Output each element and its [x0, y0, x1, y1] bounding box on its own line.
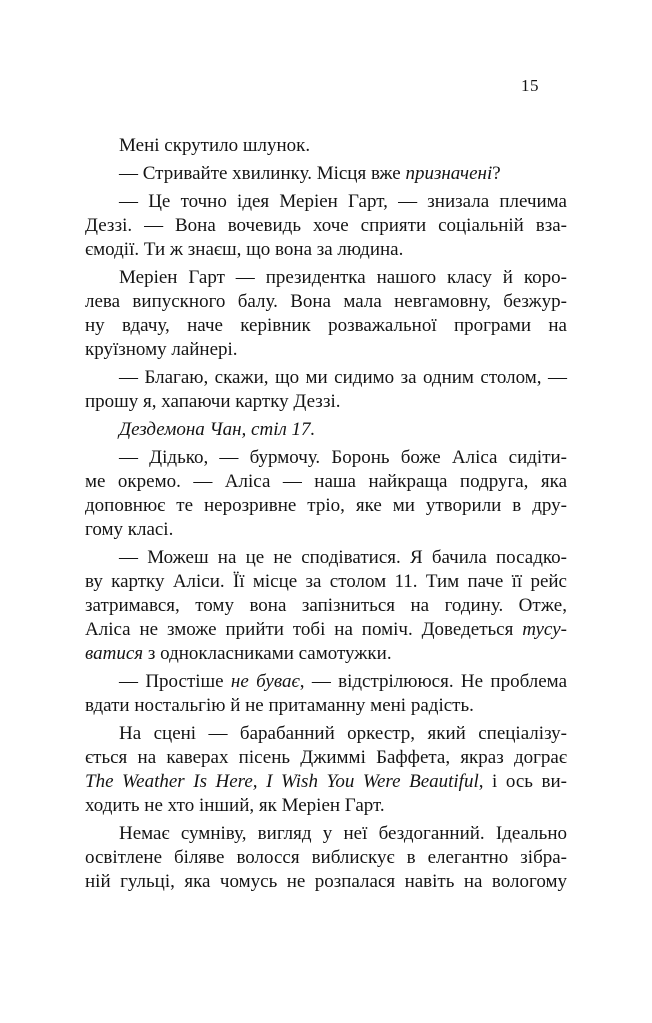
text-line	[85, 870, 567, 894]
text-line	[85, 746, 567, 770]
page-number: 15	[521, 76, 539, 95]
text-run: освітлене біляве волосся виблискує в елегантно зібра-	[85, 847, 567, 868]
text-run: доповнює те нерозривне тріо, яке ми утворили в дру-	[85, 495, 567, 516]
text-line	[85, 366, 567, 390]
text-line	[85, 722, 567, 746]
text-line	[85, 338, 567, 362]
text-run: На сцені — барабанний оркестр, який спеціалізу-	[119, 723, 567, 744]
paragraph	[85, 446, 567, 542]
text-run: ємодії. Ти ж знаєш, що вона за людина.	[85, 239, 404, 260]
text-run: , і ось ви-	[478, 771, 567, 792]
text-line	[85, 446, 567, 470]
text-line	[85, 594, 567, 618]
text-run: з однокласниками самотужки.	[143, 643, 392, 664]
paragraph	[85, 418, 567, 442]
text-line	[85, 670, 567, 694]
text-line	[85, 794, 567, 818]
text-line	[85, 134, 567, 158]
text-run: , — відстрілююся. Не проблема	[299, 671, 567, 692]
text-line	[85, 314, 567, 338]
italic-text-run: тусу-	[522, 619, 567, 640]
text-line	[85, 266, 567, 290]
text-run: ній гульці, яка чомусь не розпалася навіть на вологому	[85, 871, 567, 892]
text-run: круїзному лайнері.	[85, 339, 238, 360]
text-run: ме окремо. — Аліса — наша найкраща подруга, яка	[85, 471, 567, 492]
text-run: ву картку Аліси. Її місце за столом 11. Тим паче її рейс	[85, 571, 567, 592]
text-run: — Стривайте хвилинку. Місця вже	[119, 163, 406, 184]
text-line	[85, 822, 567, 846]
text-line	[85, 518, 567, 542]
paragraph	[85, 134, 567, 158]
italic-text-run: The Weather Is Here, I Wish You Were Beautiful	[85, 771, 479, 792]
italic-text-run: ватися	[85, 643, 144, 664]
text-line	[85, 214, 567, 238]
text-block	[85, 134, 567, 894]
paragraph	[85, 266, 567, 362]
paragraph	[85, 366, 567, 414]
text-line	[85, 390, 567, 414]
text-line	[85, 546, 567, 570]
text-run: ходить не хто інший, як Меріен Гарт.	[85, 795, 385, 816]
text-line	[85, 642, 567, 666]
italic-text-run: не буває	[230, 671, 300, 692]
italic-text-run: Дездемона Чан, стіл 17.	[119, 419, 316, 440]
text-line	[85, 162, 567, 186]
paragraph	[85, 546, 567, 666]
text-run: вдати ностальгію й не притаманну мені радість.	[85, 695, 474, 716]
text-run: гому класі.	[85, 519, 174, 540]
paragraph	[85, 822, 567, 894]
text-run: Мені скрутило шлунок.	[119, 135, 311, 156]
text-run: лева випускного балу. Вона мала невгамовну, безжур-	[85, 291, 567, 312]
text-run: ?	[492, 163, 501, 184]
text-run: затримався, тому вона запізниться на годину. Отже,	[85, 595, 567, 616]
text-run: — Простіше	[119, 671, 231, 692]
text-run: — Можеш на це не сподіватися. Я бачила посадко-	[119, 547, 567, 568]
text-line	[85, 418, 567, 442]
text-run: ється на каверах пісень Джиммі Баффета, якраз дограє	[85, 747, 567, 768]
text-line	[85, 238, 567, 262]
text-run: прошу я, хапаючи картку Деззі.	[85, 391, 341, 412]
paragraph	[85, 162, 567, 186]
text-run: Меріен Гарт — президентка нашого класу й коро-	[119, 267, 567, 288]
italic-text-run: призначені	[405, 163, 493, 184]
text-line	[85, 190, 567, 214]
text-run: — Це точно ідея Меріен Гарт, — знизала плечима	[119, 191, 567, 212]
text-line	[85, 494, 567, 518]
text-line	[85, 290, 567, 314]
text-line	[85, 470, 567, 494]
text-run: — Благаю, скажи, що ми сидимо за одним столом, —	[119, 367, 567, 388]
text-run: Аліса не зможе прийти тобі на поміч. Доведеться	[85, 619, 523, 640]
text-line	[85, 618, 567, 642]
paragraph	[85, 190, 567, 262]
text-run: Немає сумніву, вигляд у неї бездоганний. Ідеально	[119, 823, 567, 844]
text-run: — Дідько, — бурмочу. Боронь боже Аліса сидіти-	[119, 447, 567, 468]
text-line	[85, 694, 567, 718]
paragraph	[85, 722, 567, 818]
text-line	[85, 846, 567, 870]
text-run: ну вдачу, наче керівник розважальної програми на	[85, 315, 567, 336]
text-line	[85, 770, 567, 794]
text-line	[85, 570, 567, 594]
text-run: Деззі. — Вона вочевидь хоче сприяти соціальній вза-	[85, 215, 567, 236]
paragraph	[85, 670, 567, 718]
